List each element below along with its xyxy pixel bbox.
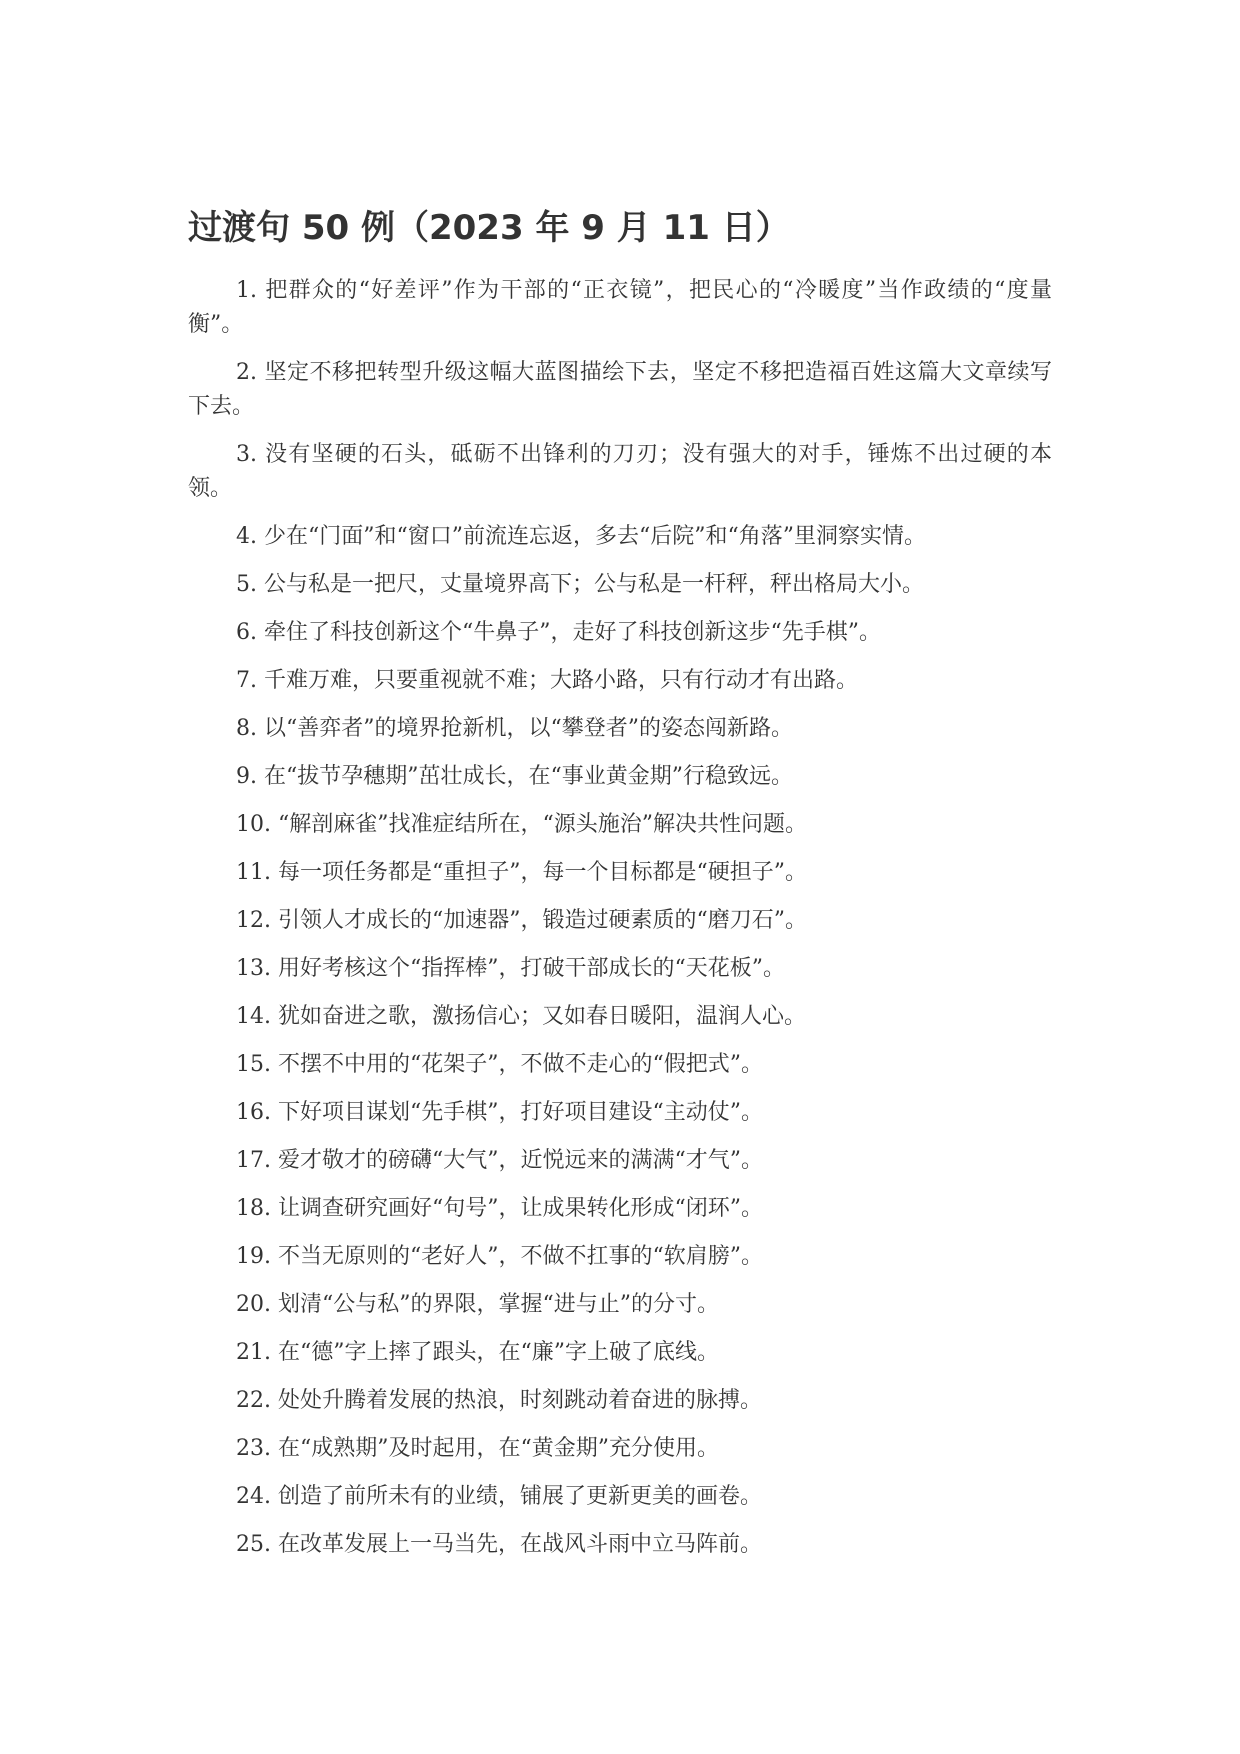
list-item: 21. 在“德”字上摔了跟头，在“廉”字上破了底线。 [236,1340,719,1365]
list-item: 9. 在“拔节孕穗期”茁壮成长，在“事业黄金期”行稳致远。 [236,764,793,789]
list-item: 2. 坚定不移把转型升级这幅大蓝图描绘下去，坚定不移把造福百姓这篇大文章续写下去。 [188,360,1052,419]
list-item: 5. 公与私是一把尺，丈量境界高下；公与私是一杆秤，秤出格局大小。 [236,572,924,597]
list-item: 17. 爱才敬才的磅礴“大气”，近悦远来的满满“才气”。 [236,1148,763,1173]
list-item: 23. 在“成熟期”及时起用，在“黄金期”充分使用。 [236,1436,719,1461]
list-item: 10. “解剖麻雀”找准症结所在，“源头施治”解决共性问题。 [236,812,807,837]
list-item: 14. 犹如奋进之歌，激扬信心；又如春日暖阳，温润人心。 [236,1004,806,1029]
list-item: 15. 不摆不中用的“花架子”，不做不走心的“假把式”。 [236,1052,763,1077]
list-item: 16. 下好项目谋划“先手棋”，打好项目建设“主动仗”。 [236,1100,763,1125]
sentence-list [188,274,1052,1562]
list-item: 8. 以“善弈者”的境界抢新机，以“攀登者”的姿态闯新路。 [236,716,793,741]
list-item: 13. 用好考核这个“指挥棒”，打破干部成长的“天花板”。 [236,956,785,981]
list-item: 20. 划清“公与私”的界限，掌握“进与止”的分寸。 [236,1292,719,1317]
list-item: 12. 引领人才成长的“加速器”，锻造过硬素质的“磨刀石”。 [236,908,807,933]
list-item: 6. 牵住了科技创新这个“牛鼻子”，走好了科技创新这步“先手棋”。 [236,620,881,645]
list-item: 25. 在改革发展上一马当先，在战风斗雨中立马阵前。 [236,1532,762,1557]
list-item: 7. 千难万难，只要重视就不难；大路小路，只有行动才有出路。 [236,668,858,693]
list-item: 1. 把群众的“好差评”作为干部的“正衣镜”，把民心的“冷暖度”当作政绩的“度量衡”。 [188,278,1052,337]
list-item: 11. 每一项任务都是“重担子”，每一个目标都是“硬担子”。 [236,860,807,885]
document-title: 过渡句 50 例（2023 年 9 月 11 日） [188,208,790,248]
list-item: 24. 创造了前所未有的业绩，铺展了更新更美的画卷。 [236,1484,762,1509]
list-item: 3. 没有坚硬的石头，砥砺不出锋利的刀刃；没有强大的对手，锤炼不出过硬的本领。 [188,442,1052,501]
list-item: 19. 不当无原则的“老好人”，不做不扛事的“软肩膀”。 [236,1244,763,1269]
list-item: 4. 少在“门面”和“窗口”前流连忘返，多去“后院”和“角落”里洞察实情。 [236,524,926,549]
list-item: 18. 让调查研究画好“句号”，让成果转化形成“闭环”。 [236,1196,763,1221]
list-item: 22. 处处升腾着发展的热浪，时刻跳动着奋进的脉搏。 [236,1388,762,1413]
document-page [188,200,1052,1576]
